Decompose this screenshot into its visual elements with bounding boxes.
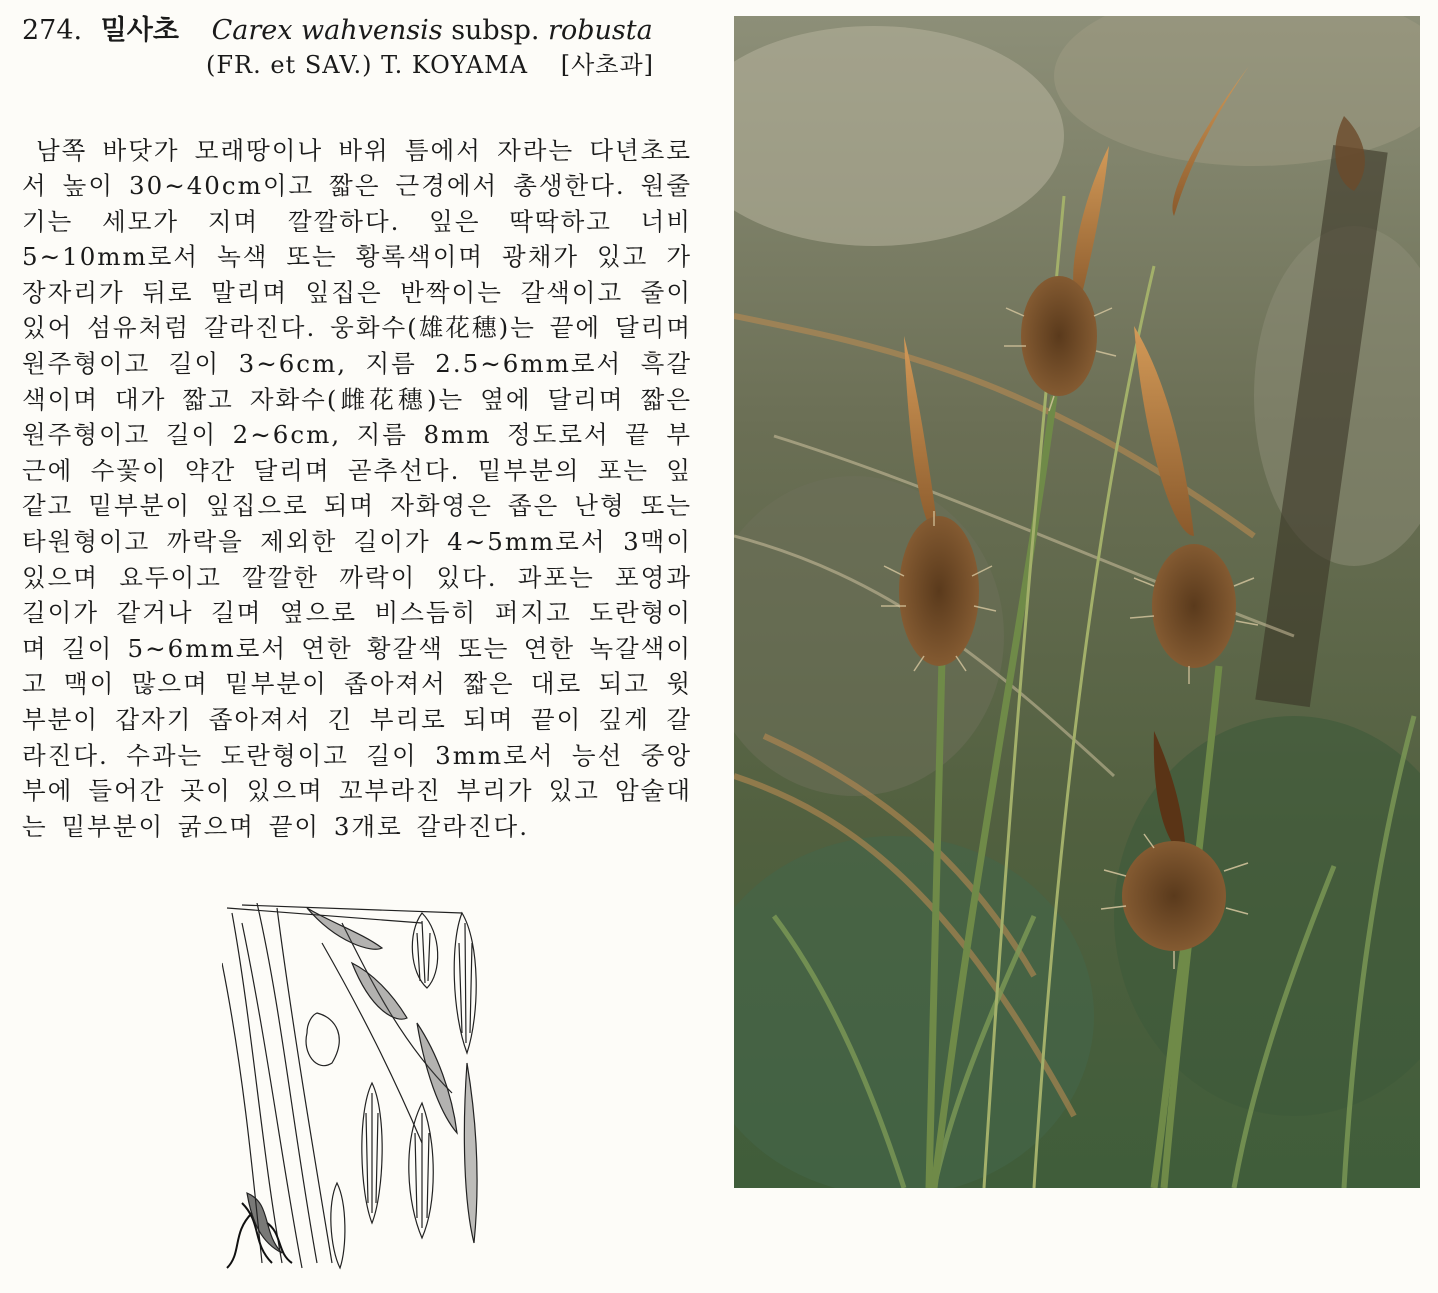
plant-photograph <box>734 16 1420 1188</box>
scientific-name: Carex wahvensis <box>211 15 443 46</box>
korean-name: 밀사초 <box>100 15 179 46</box>
entry-header <box>22 14 712 82</box>
botanical-illustration <box>222 903 494 1271</box>
authority-line <box>206 48 712 82</box>
authority: (FR. et SAV.) T. KOYAMA <box>206 51 529 79</box>
subsp-label: subsp. <box>451 15 540 46</box>
subsp-name: robusta <box>548 15 653 46</box>
entry-title <box>22 14 712 48</box>
species-description: 남쪽 바닷가 모래땅이나 바위 틈에서 자라는 다년초로서 높이 30∼40cm이고 짧은 근경에서 총생한다. 원줄기는 세모가 지며 깔깔하다. 잎은 딱딱하고 너비 5∼10mm로서 녹색 또는 황록색이며 광채가 있고 가장자리가 뒤로 말리며 잎집은 반짝이는 갈색이고 줄이 있어 섬유처럼 갈라진다. 웅화수(雄花穗)는 끝에 달리며 원주형이고 길이 3∼6cm, 지름 2.5∼6mm로서 흑갈색이며 대가 짧고 자화수(雌花穗)는 옆에 달리며 짧은 원주형이고 길이 2∼6cm, 지름 8mm 정도로서 끝 부근에 수꽃이 약간 달리며 곧추선다. 밑부분의 포는 잎 같고 밑부분이 잎집으로 되며 자화영은 좁은 난형 또는 타원형이고 까락을 제외한 길이가 4∼5mm로서 3맥이 있으며 요두이고 깔깔한 까락이 있다. 과포는 포영과 길이가 같거나 길며 옆으로 비스듬히 퍼지고 도란형이며 길이 5∼6mm로서 연한 황갈색 또는 연한 녹갈색이고 맥이 많으며 밑부분이 좁아져서 짧은 대로 되고 윗부분이 갑자기 좁아져서 긴 부리로 되며 끝이 깊게 갈라진다. 수과는 도란형이고 길이 3mm로서 능선 중앙부에 들어간 곳이 있으며 꼬부라진 부리가 있고 암술대는 밑부분이 굵으며 끝이 3개로 갈라진다. <box>22 135 692 841</box>
entry-number: 274. <box>22 15 83 46</box>
family-name: [사초과] <box>560 51 654 79</box>
